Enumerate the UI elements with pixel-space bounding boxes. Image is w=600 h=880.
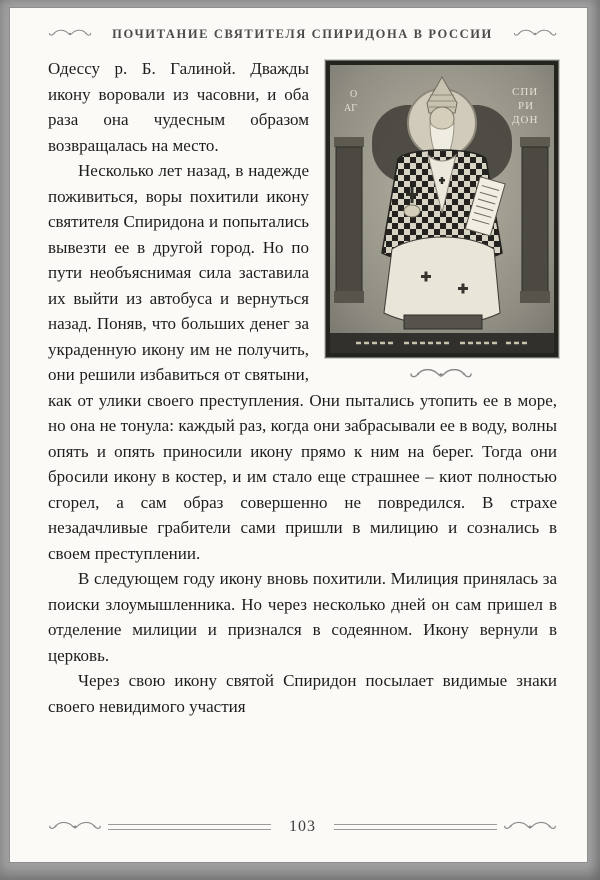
paragraph: Одессу р. Б. Галиной. Дважды икону воровали из часовни, и оба раза она чудесным образом возвращалась на место. [48,59,309,155]
icon-figure [325,60,557,383]
page-footer [48,818,557,836]
saint-spyridon-icon-image [325,60,559,358]
icon-letter-right-1: СПИ [512,86,539,98]
flourish-icon [48,26,92,42]
flourish-icon [513,26,557,42]
running-head: ПОЧИТАНИЕ СВЯТИТЕЛЯ СПИРИДОНА В РОССИИ [112,26,493,41]
footer-rule-left [108,824,271,830]
page-number: 103 [289,818,316,835]
paragraph: Несколько лет назад, в надежде поживиться, воры похитили икону святителя Спиридона и попытались вывезти ее в другой город. Но по пути необъяснимая сила заставила их выйти из автобуса и вернуться назад. Поняв, что больших денег за украденную икону им не получить, они решили избавиться от святыни, как от улики своего преступления. Они пытались утопить ее в море, но она не тонула: каждый раз, когда они забрасывали ее в воду, волны опять и опять приносили икону прямо к ним на берег. Тогда они бросили икону в костер, и им стало еще страшнее – киот полностью сгорел, а сам образ совершенно не повредился. В страхе незадачливые грабители сами пришли в милицию и сознались в своем преступлении. [48,161,557,563]
paragraph: Через свою икону святой Спиридон посылает видимые знаки своего невидимого участия [48,671,557,716]
icon-letter-right-2: РИ [518,100,535,112]
icon-letter-left-1: О [350,89,358,100]
book-page [10,8,587,862]
paragraph: В следующем году икону вновь похитили. Милиция принялась за поиски злоумышленника. Но через несколько дней он сам пришел в отделение милиции и признался в содеянном. Икону вернули в церковь. [48,569,557,665]
footer-rule-right [334,824,497,830]
body-text [48,56,557,719]
flourish-icon [48,819,102,835]
flourish-icon [503,819,557,835]
flourish-icon [409,367,473,383]
page-header [48,26,557,42]
icon-letter-right-3: ДОН [512,114,539,126]
icon-letter-left-2: АГ [344,103,358,114]
